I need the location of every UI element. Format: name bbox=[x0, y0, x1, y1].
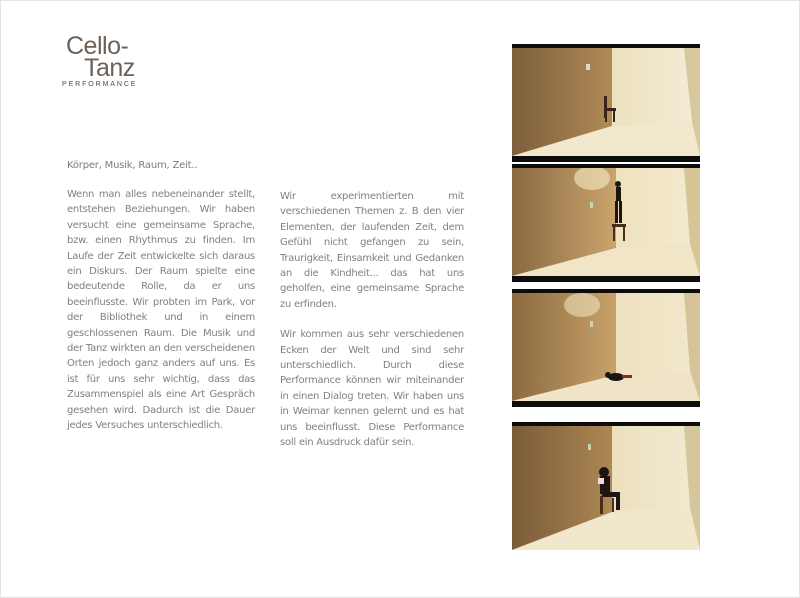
logo-line-tanz: Tanz bbox=[84, 54, 135, 82]
logo-line-cello: Cello- bbox=[66, 32, 129, 60]
photo-frame-dancer-lying bbox=[512, 289, 700, 407]
photo-frame-dancer-standing bbox=[512, 164, 700, 282]
paragraph: Wir experimentierten mit verschiedenen Themen z. B den vier Elementen, der laufenden Zeit, dem Gefühl nicht gefangen zu sein, Traurigkeit, Einsamkeit und Gedanken an die Kindheit... das hat uns geholfen, eine gemeinsame Sprache zu erfinden. bbox=[280, 191, 464, 310]
photo-dancer-sitting bbox=[512, 426, 700, 550]
paragraph: Wir kommen aus sehr verschiedenen Ecken der Welt und sind sehr unterschiedlich. Durch diese Performance können wir miteinander in einen Dialog treten. Wir haben uns in Weimar kennen gelernt und es hat uns beeinflusst. Diese Performance soll ein Ausdruck dafür sein. bbox=[280, 329, 464, 449]
paragraph: Wenn man alles nebeneinander stellt, entstehen Beziehungen. Wir haben versucht eine gemeinsame Sprache, bzw. einen Rhythmus zu finden. Im Laufe der Zeit entwickelte sich daraus ein Diskurs. Der Raum spielte eine bedeutende Rolle, da er uns beeinflusste. Wir probten im Park, vor der Bibliothek und in einem geschlossenen Raum. Die Musik und der Tanz wirkten an den verscheidenen Orten jedoch ganz anders auf uns. Es ist für uns sehr wichtig, dass das Zusammenspiel als eine Art Gespräch gesehen wird. Dadurch ist die Dauer jedes Versuches unterschiedlich. bbox=[67, 189, 255, 432]
photo-dancer-lying bbox=[512, 293, 700, 401]
logo-line-performance: PERFORMANCE bbox=[62, 81, 138, 88]
photo-dancer-standing bbox=[512, 168, 700, 276]
photo-frame-dancer-sitting bbox=[512, 422, 700, 540]
text-column-right bbox=[280, 189, 464, 466]
photo-frame-chair-in-room bbox=[512, 44, 700, 162]
text-column-left bbox=[67, 187, 255, 449]
photo-filmstrip bbox=[512, 44, 700, 558]
logo bbox=[62, 32, 182, 94]
photo-chair-in-room bbox=[512, 48, 700, 156]
section-heading: Körper, Musik, Raum, Zeit.. bbox=[67, 160, 198, 171]
